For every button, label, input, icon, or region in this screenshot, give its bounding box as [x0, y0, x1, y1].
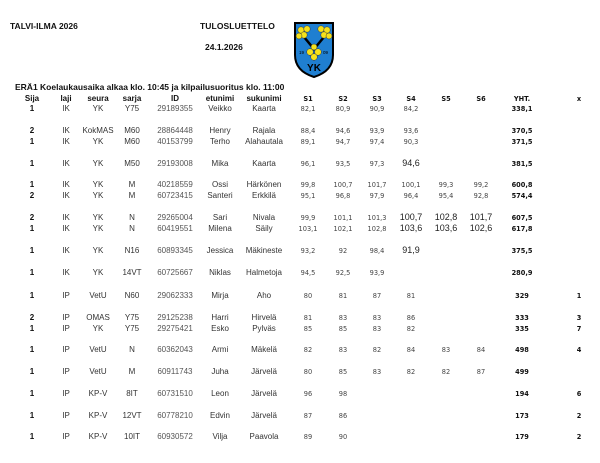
cell-yht: 338,1 — [511, 105, 533, 113]
cell-s1: 88,4 — [300, 127, 316, 135]
cell-laji: IP — [62, 313, 70, 322]
cell-sija: 1 — [29, 180, 35, 189]
cell-s4: 81 — [406, 292, 416, 300]
cell-s1: 89,1 — [300, 138, 316, 146]
cell-s2: 92 — [338, 247, 348, 255]
cell-yht: 370,5 — [511, 127, 533, 135]
cell-s2: 80,9 — [335, 105, 351, 113]
cell-sukunimi: Nivala — [252, 213, 276, 222]
cell-s1: 85 — [303, 325, 313, 333]
cell-sarja: M — [128, 191, 136, 200]
cell-s2: 85 — [338, 368, 348, 376]
cell-s3: 97,3 — [369, 160, 385, 168]
cell-s1: 82 — [303, 346, 313, 354]
cell-sarja: N60 — [124, 291, 140, 300]
cell-id: 60893345 — [157, 246, 193, 255]
cell-etunimi: Harri — [211, 313, 229, 322]
cell-laji: IP — [62, 324, 70, 333]
cell-s6: 87 — [476, 368, 486, 376]
column-header-seura: seura — [87, 94, 109, 103]
cell-laji: IK — [62, 191, 70, 200]
logo-text: YK — [307, 63, 321, 74]
cell-seura: YK — [92, 180, 104, 189]
cell-yht: 371,5 — [511, 138, 533, 146]
cell-sukunimi: Aho — [256, 291, 272, 300]
column-header-s6: S6 — [476, 95, 486, 103]
cell-laji: IK — [62, 224, 70, 233]
cell-s1: 103,1 — [298, 225, 318, 233]
cell-id: 28864448 — [157, 126, 193, 135]
cell-id: 60362043 — [157, 345, 193, 354]
cell-sukunimi: Härkönen — [246, 180, 282, 189]
event-name: TALVI-ILMA 2026 — [10, 21, 78, 31]
cell-s4: 82 — [406, 368, 416, 376]
column-header-laji: laji — [60, 94, 72, 103]
cell-x: 2 — [576, 433, 582, 441]
cell-s2: 94,6 — [335, 127, 351, 135]
cell-s3: 102,8 — [367, 225, 387, 233]
cell-etunimi: Vilja — [212, 432, 228, 441]
cell-s2: 98 — [338, 390, 348, 398]
cell-seura: YK — [92, 213, 104, 222]
cell-sukunimi: Mäkelä — [251, 345, 277, 354]
cell-sija: 2 — [29, 213, 35, 222]
cell-id: 60731510 — [157, 389, 193, 398]
cell-laji: IP — [62, 367, 70, 376]
cell-yht: 498 — [515, 346, 529, 354]
cell-sarja: 12VT — [122, 411, 142, 420]
cell-s5: 99,3 — [438, 181, 454, 189]
column-header-s4: S4 — [406, 95, 416, 103]
cell-laji: IK — [62, 246, 70, 255]
cell-s4: 82 — [406, 325, 416, 333]
cell-s1: 96,1 — [300, 160, 316, 168]
cell-sarja: M50 — [124, 159, 140, 168]
column-header-sukunimi: sukunimi — [246, 94, 282, 103]
cell-id: 29275421 — [157, 324, 193, 333]
cell-sukunimi: Säily — [255, 224, 273, 233]
cell-yht: 375,5 — [511, 247, 533, 255]
cell-yht: 329 — [515, 292, 529, 300]
logo-year-left: 19 — [299, 50, 305, 55]
cell-yht: 607,5 — [511, 214, 533, 222]
cell-seura: YK — [92, 246, 104, 255]
cell-id: 29125238 — [157, 313, 193, 322]
document-title: TULOSLUETTELO — [200, 21, 275, 31]
cell-seura: KP-V — [88, 432, 108, 441]
cell-sija: 1 — [29, 345, 35, 354]
cell-s4: 94,6 — [402, 158, 420, 168]
cell-sarja: 10IT — [123, 432, 141, 441]
cell-sukunimi: Halmetoja — [245, 268, 283, 277]
cell-sarja: N — [129, 345, 135, 354]
column-header-s1: S1 — [303, 95, 313, 103]
cell-laji: IK — [62, 126, 70, 135]
cell-seura: YK — [92, 191, 104, 200]
cell-etunimi: Leon — [211, 389, 229, 398]
cell-s1: 80 — [303, 368, 313, 376]
cell-laji: IK — [62, 213, 70, 222]
cell-sukunimi: Kaarta — [252, 159, 276, 168]
cell-sarja: 8IT — [126, 389, 138, 398]
cell-sija: 2 — [29, 313, 35, 322]
cell-seura: VetU — [89, 291, 107, 300]
column-header-s3: S3 — [372, 95, 382, 103]
cell-s3: 101,7 — [367, 181, 387, 189]
cell-yht: 179 — [515, 433, 529, 441]
cell-id: 60723415 — [157, 191, 193, 200]
cell-etunimi: Esko — [211, 324, 229, 333]
cell-s6: 101,7 — [469, 212, 493, 222]
cell-seura: VetU — [89, 367, 107, 376]
cell-x: 1 — [576, 292, 582, 300]
cell-etunimi: Mirja — [211, 291, 229, 300]
cell-etunimi: Milena — [208, 224, 232, 233]
cell-s1: 93,2 — [300, 247, 316, 255]
cell-id: 29062333 — [157, 291, 193, 300]
cell-s1: 82,1 — [300, 105, 316, 113]
cell-s4: 84,2 — [403, 105, 419, 113]
cell-sija: 1 — [29, 224, 35, 233]
cell-sarja: Y75 — [124, 324, 140, 333]
cell-laji: IP — [62, 389, 70, 398]
cell-s3: 93,9 — [369, 127, 385, 135]
cell-seura: VetU — [89, 345, 107, 354]
cell-s3: 90,9 — [369, 105, 385, 113]
cell-s2: 102,1 — [333, 225, 353, 233]
cell-sukunimi: Järvelä — [251, 389, 277, 398]
cell-sija: 1 — [29, 432, 35, 441]
column-header-x: x — [576, 95, 582, 103]
cell-seura: YK — [92, 224, 104, 233]
cell-sija: 1 — [29, 159, 35, 168]
cell-id: 60725667 — [157, 268, 193, 277]
cell-sija: 2 — [29, 191, 35, 200]
cell-seura: YK — [92, 268, 104, 277]
cell-x: 4 — [576, 346, 582, 354]
logo-year-right: 09 — [323, 50, 329, 55]
cell-id: 40153799 — [157, 137, 193, 146]
cell-etunimi: Jessica — [206, 246, 234, 255]
cell-s3: 83 — [372, 314, 382, 322]
cell-laji: IP — [62, 411, 70, 420]
cell-sarja: Y75 — [124, 313, 140, 322]
cell-s2: 93,5 — [335, 160, 351, 168]
cell-sukunimi: Mäkineste — [245, 246, 283, 255]
cell-etunimi: Edvin — [209, 411, 231, 420]
column-header-sarja: sarja — [122, 94, 142, 103]
cell-sija: 1 — [29, 389, 35, 398]
cell-sarja: M — [128, 180, 136, 189]
cell-s1: 99,9 — [300, 214, 316, 222]
cell-seura: YK — [92, 104, 104, 113]
cell-s2: 100,7 — [333, 181, 353, 189]
cell-sarja: N — [129, 224, 135, 233]
cell-sarja: M — [128, 367, 136, 376]
cell-s6: 99,2 — [473, 181, 489, 189]
cell-s2: 83 — [338, 314, 348, 322]
cell-s4: 103,6 — [399, 223, 423, 233]
cell-seura: KokMAS — [82, 126, 114, 135]
cell-id: 60930572 — [157, 432, 193, 441]
cell-seura: YK — [92, 324, 104, 333]
cell-sarja: 14VT — [122, 268, 142, 277]
cell-sija: 1 — [29, 246, 35, 255]
cell-s3: 83 — [372, 368, 382, 376]
cell-s6: 102,6 — [469, 223, 493, 233]
cell-etunimi: Ossi — [212, 180, 228, 189]
cell-id: 60419551 — [157, 224, 193, 233]
column-header-s5: S5 — [441, 95, 451, 103]
cell-etunimi: Veikko — [208, 104, 232, 113]
cell-yht: 173 — [515, 412, 529, 420]
cell-s2: 101,1 — [333, 214, 353, 222]
cell-s1: 87 — [303, 412, 313, 420]
cell-id: 29189355 — [157, 104, 193, 113]
club-logo — [293, 21, 335, 79]
cell-laji: IK — [62, 104, 70, 113]
cell-etunimi: Armi — [211, 345, 229, 354]
cell-x: 3 — [576, 314, 582, 322]
cell-s3: 82 — [372, 346, 382, 354]
cell-s4: 91,9 — [402, 245, 420, 255]
cell-s3: 101,3 — [367, 214, 387, 222]
cell-sukunimi: Kaarta — [252, 104, 276, 113]
cell-s2: 92,5 — [335, 269, 351, 277]
cell-seura: YK — [92, 137, 104, 146]
cell-etunimi: Mika — [211, 159, 229, 168]
cell-sija: 1 — [29, 291, 35, 300]
cell-etunimi: Sari — [212, 213, 228, 222]
cell-yht: 335 — [515, 325, 529, 333]
cell-s5: 95,4 — [438, 192, 454, 200]
cell-sukunimi: Erkkilä — [251, 191, 277, 200]
cell-s1: 94,5 — [300, 269, 316, 277]
cell-etunimi: Niklas — [209, 268, 231, 277]
cell-s2: 96,8 — [335, 192, 351, 200]
cell-s4: 96,4 — [403, 192, 419, 200]
cell-yht: 194 — [515, 390, 529, 398]
cell-id: 60911743 — [157, 367, 193, 376]
cell-id: 60778210 — [157, 411, 193, 420]
cell-x: 2 — [576, 412, 582, 420]
cell-laji: IK — [62, 159, 70, 168]
cell-seura: OMAS — [86, 313, 110, 322]
cell-s1: 96 — [303, 390, 313, 398]
cell-s2: 85 — [338, 325, 348, 333]
cell-s1: 95,1 — [300, 192, 316, 200]
cell-s2: 94,7 — [335, 138, 351, 146]
cell-s1: 81 — [303, 314, 313, 322]
cell-s2: 86 — [338, 412, 348, 420]
heat-info: ERÄ1 Koelaukausaika alkaa klo. 10:45 ja kilpailusuoritus klo. 11:00 — [15, 82, 285, 92]
cell-seura: KP-V — [88, 389, 108, 398]
cell-s4: 100,1 — [401, 181, 421, 189]
cell-yht: 333 — [515, 314, 529, 322]
cell-laji: IP — [62, 345, 70, 354]
cell-yht: 574,4 — [511, 192, 533, 200]
cell-yht: 381,5 — [511, 160, 533, 168]
cell-sukunimi: Paavola — [249, 432, 279, 441]
cell-laji: IK — [62, 180, 70, 189]
cell-etunimi: Santeri — [207, 191, 233, 200]
cell-id: 40218559 — [157, 180, 193, 189]
cell-s4: 100,7 — [399, 212, 423, 222]
cell-seura: KP-V — [88, 411, 108, 420]
cell-s3: 97,9 — [369, 192, 385, 200]
cell-laji: IP — [62, 291, 70, 300]
cell-s2: 83 — [338, 346, 348, 354]
column-header-yht: YHT. — [513, 95, 531, 103]
cell-s2: 81 — [338, 292, 348, 300]
cell-etunimi: Terho — [209, 137, 231, 146]
cell-s4: 86 — [406, 314, 416, 322]
cell-laji: IK — [62, 137, 70, 146]
cell-sarja: Y75 — [124, 104, 140, 113]
cell-sija: 1 — [29, 104, 35, 113]
cell-s6: 92,8 — [473, 192, 489, 200]
cell-etunimi: Juha — [211, 367, 229, 376]
cell-sija: 1 — [29, 268, 35, 277]
cell-sarja: N16 — [124, 246, 140, 255]
cell-yht: 280,9 — [511, 269, 533, 277]
cell-s5: 102,8 — [434, 212, 458, 222]
cell-s1: 80 — [303, 292, 313, 300]
cell-x: 7 — [576, 325, 582, 333]
cell-s3: 93,9 — [369, 269, 385, 277]
cell-s4: 84 — [406, 346, 416, 354]
cell-sukunimi: Järvelä — [251, 367, 277, 376]
cell-laji: IK — [62, 268, 70, 277]
cell-yht: 617,8 — [511, 225, 533, 233]
cell-sija: 1 — [29, 324, 35, 333]
cell-s6: 84 — [476, 346, 486, 354]
cell-x: 6 — [576, 390, 582, 398]
cell-yht: 499 — [515, 368, 529, 376]
cell-etunimi: Henry — [209, 126, 231, 135]
cell-sukunimi: Hirvelä — [251, 313, 277, 322]
cell-id: 29265004 — [157, 213, 193, 222]
cell-s3: 83 — [372, 325, 382, 333]
column-header-sija: Sija — [24, 94, 40, 103]
cell-s4: 90,3 — [403, 138, 419, 146]
cell-sija: 2 — [29, 126, 35, 135]
cell-seura: YK — [92, 159, 104, 168]
cell-s2: 90 — [338, 433, 348, 441]
cell-s3: 98,4 — [369, 247, 385, 255]
cell-sija: 1 — [29, 367, 35, 376]
cell-s5: 82 — [441, 368, 451, 376]
cell-s3: 97,4 — [369, 138, 385, 146]
cell-s1: 89 — [303, 433, 313, 441]
cell-sarja: M60 — [124, 137, 140, 146]
column-header-id: ID — [171, 94, 179, 103]
cell-s1: 99,8 — [300, 181, 316, 189]
column-header-s2: S2 — [338, 95, 348, 103]
cell-laji: IP — [62, 432, 70, 441]
cell-sukunimi: Pylväs — [252, 324, 276, 333]
cell-sukunimi: Alahautala — [245, 137, 283, 146]
cell-id: 29193008 — [157, 159, 193, 168]
cell-s3: 87 — [372, 292, 382, 300]
cell-sarja: M60 — [124, 126, 140, 135]
cell-s4: 93,6 — [403, 127, 419, 135]
cell-sija: 1 — [29, 137, 35, 146]
cell-sija: 1 — [29, 411, 35, 420]
cell-sarja: N — [129, 213, 135, 222]
document-date: 24.1.2026 — [205, 42, 243, 52]
cell-yht: 600,8 — [511, 181, 533, 189]
cell-s5: 103,6 — [434, 223, 458, 233]
cell-sukunimi: Järvelä — [251, 411, 277, 420]
cell-sukunimi: Rajala — [252, 126, 276, 135]
cell-s5: 83 — [441, 346, 451, 354]
column-header-etunimi: etunimi — [205, 94, 235, 103]
